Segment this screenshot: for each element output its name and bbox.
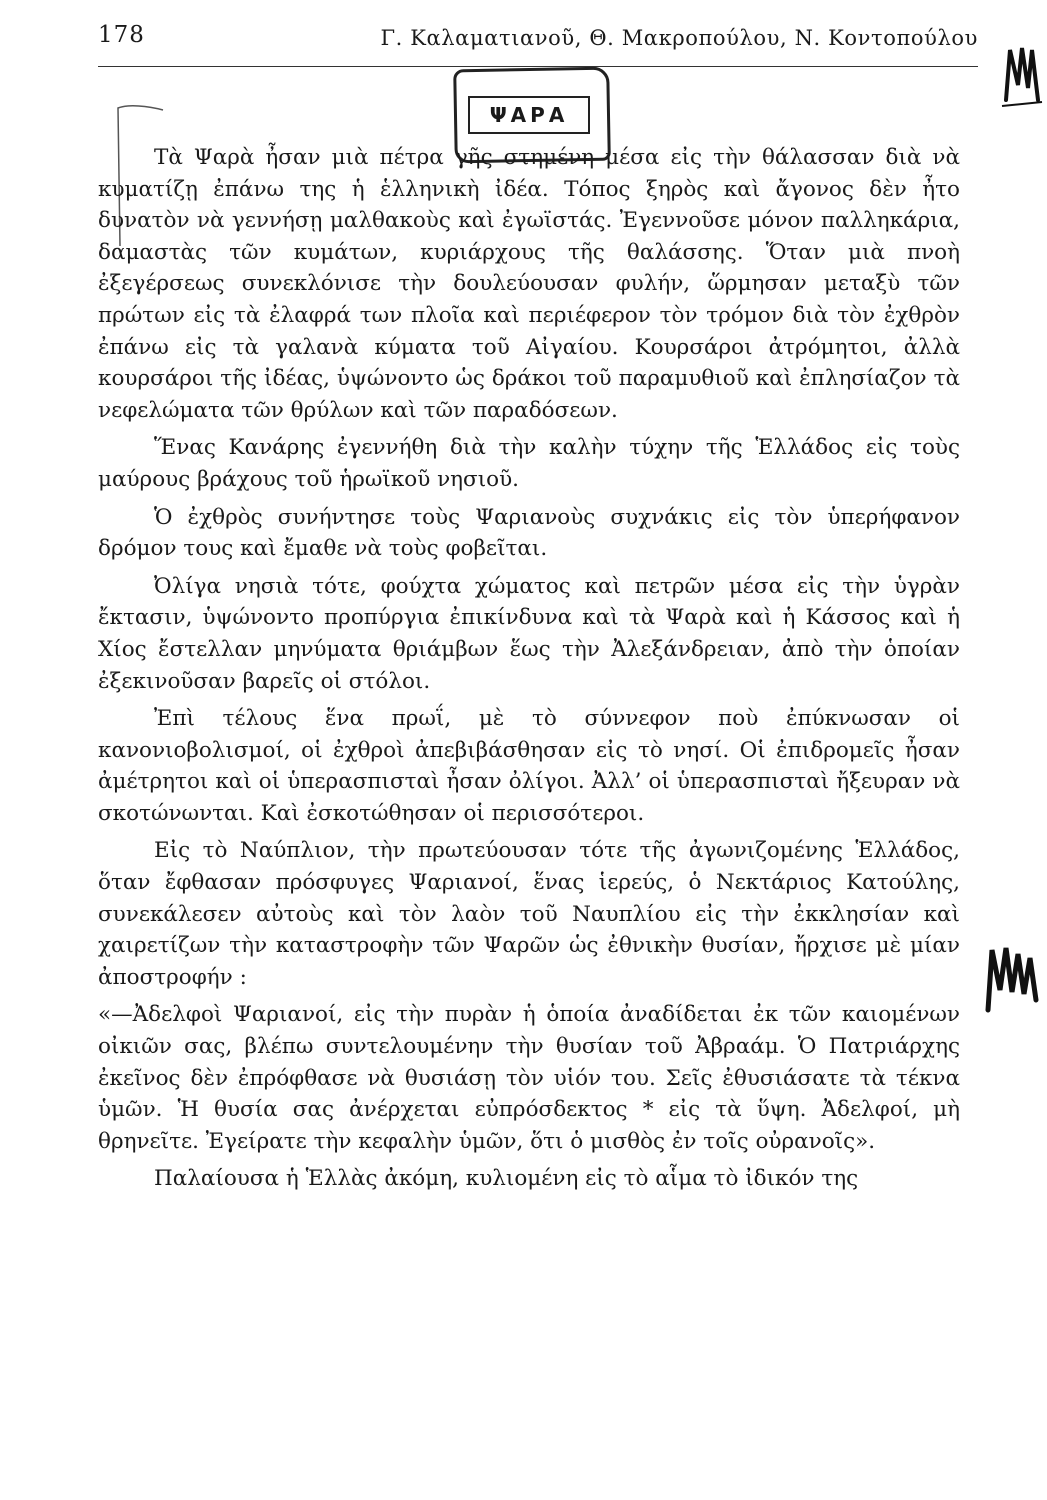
paragraph: Τὰ Ψαρὰ ἦσαν μιὰ πέτρα γῆς στημένη μέσα εἰς τὴν θάλασσαν διὰ νὰ κυματίζῃ ἐπάνω της ἡ ἑλληνικὴ ἰδέα. Τόπος ξηρὸς καὶ ἄγονος δὲν ἦτο δυνατὸν νὰ γεννήσῃ μαλθακοὺς καὶ ἐγωϊστάς. Ἐγεννοῦσε μόνον παλληκάρια, δαμαστὰς τῶν κυμάτων, κυριάρχους τῆς θαλάσσης. Ὅταν μιὰ πνοὴ ἐξεγέρσεως συνεκλόνισε τὴν δουλεύουσαν φυλήν, ὥρμησαν μεταξὺ τῶν πρώτων εἰς τὰ ἐλαφρά των πλοῖα καὶ περιέφερον τὸν τρόμον διὰ τὸν ἐχθρὸν ἐπάνω εἰς τὰ γαλανὰ κύματα τοῦ Αἰγαίου. Κουρσάροι ἀτρόμητοι, ἀλλὰ κουρσάροι τῆς ἰδέας, ὑψώνοντο ὡς δράκοι τοῦ παραμυθιοῦ καὶ ἐπλησίαζον τὰ νεφελώματα τῶν θρύλων καὶ τῶν παραδόσεων. [98, 145, 960, 423]
paragraph: Ἕνας Κανάρης ἐγεννήθη διὰ τὴν καλὴν τύχην τῆς Ἑλλάδος εἰς τοὺς μαύρους βράχους τοῦ ἡρωϊκοῦ νησιοῦ. [98, 435, 960, 492]
paragraph: Εἰς τὸ Ναύπλιον, τὴν πρωτεύουσαν τότε τῆς ἀγωνιζομένης Ἑλλάδος, ὅταν ἔφθασαν πρόσφυγες Ψαριανοί, ἕνας ἱερεύς, ὁ Νεκτάριος Κατούλης, συνεκάλεσεν αὐτοὺς καὶ τὸν λαὸν τοῦ Ναυπλίου εἰς τὴν ἐκκλησίαν καὶ χαιρετίζων τὴν καταστροφὴν τῶν Ψαρῶν ὡς ἐθνικὴν θυσίαν, ἤρχισε μὲ μίαν ἀποστροφήν : [98, 838, 960, 990]
page-number: 178 [98, 22, 145, 48]
paragraph: Παλαίουσα ἡ Ἑλλὰς ἀκόμη, κυλιομένη εἰς τὸ αἷμα τὸ ἰδικόν της [154, 1166, 859, 1192]
running-head: Γ. Καλαματιανοῦ, Θ. Μακροπούλου, Ν. Κοντοπούλου [380, 26, 978, 50]
body-text [98, 142, 960, 1195]
handwritten-mark-icon [982, 930, 1046, 1020]
page-header [98, 22, 978, 58]
handwritten-mark-icon [1000, 30, 1044, 110]
chapter-title: ΨΑΡΑ [468, 96, 590, 134]
header-rule [98, 66, 978, 67]
paragraph: Ὁ ἐχθρὸς συνήντησε τοὺς Ψαριανοὺς συχνάκις εἰς τὸν ὑπερήφανον δρόμον τους καὶ ἔμαθε νὰ τοὺς φοβεῖται. [98, 504, 960, 562]
quotation: «—Ἀδελφοὶ Ψαριανοί, εἰς τὴν πυρὰν ἡ ὁποία ἀναδίδεται ἐκ τῶν καιομένων οἰκιῶν σας, βλέπω συντελουμένην τὴν θυσίαν τοῦ Ἀβραάμ. Ὁ Πατριάρχης ἐκεῖνος δὲν ἐπρόφθασε νὰ θυσιάσῃ τὸν υἱόν του. Σεῖς ἐθυσιάσατε τὰ τέκνα ὑμῶν. Ἡ θυσία σας ἀνέρχεται εὐπρόσδεκτος * εἰς τὰ ὕψη. Ἀδελφοί, μὴ θρηνεῖτε. Ἐγείρατε τὴν κεφαλὴν ὑμῶν, ὅτι ὁ μισθὸς ἐν τοῖς οὐρανοῖς». [98, 1002, 960, 1154]
paragraph: Ὀλίγα νησιὰ τότε, φούχτα χώματος καὶ πετρῶν μέσα εἰς τὴν ὑγρὰν ἔκτασιν, ὑψώνοντο προπύργια ἐπικίνδυνα καὶ τὰ Ψαρὰ καὶ ἡ Κάσσος καὶ ἡ Χίος ἔστελλαν μηνύματα θριάμβων ἕως τὴν Ἀλεξάνδρειαν, ἀπὸ τὴν ὁποίαν ἐξεκινοῦσαν βαρεῖς οἱ στόλοι. [98, 573, 960, 694]
paragraph: Ἐπὶ τέλους ἕνα πρωΐ, μὲ τὸ σύννεφον ποὺ ἐπύκνωσαν οἱ κανονιοβολισμοί, οἱ ἐχθροὶ ἀπεβιβάσθησαν εἰς τὸ νησί. Οἱ ἐπιδρομεῖς ἦσαν ἀμέτρητοι καὶ οἱ ὑπερασπισταὶ ἦσαν ὀλίγοι. Ἀλλ’ οἱ ὑπερασπισταὶ ἤξευραν νὰ σκοτώνωνται. Καὶ ἐσκοτώθησαν οἱ περισσότεροι. [98, 706, 960, 826]
